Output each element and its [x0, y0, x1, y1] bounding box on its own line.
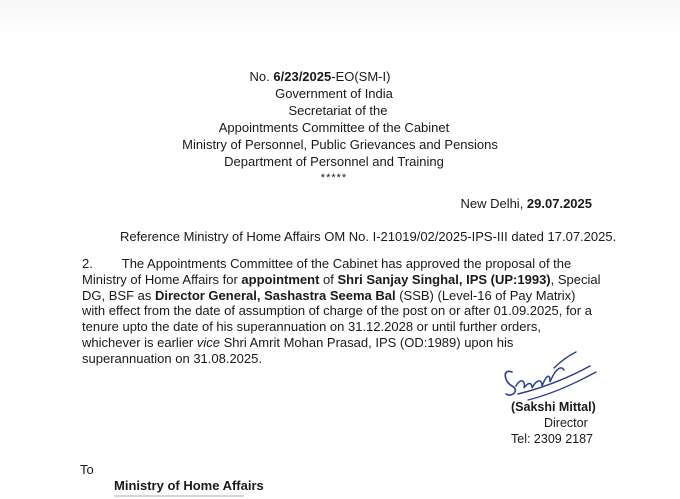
date-place: New Delhi, [460, 196, 527, 211]
signatory-telephone: Tel: 2309 2187 [511, 432, 594, 446]
handwritten-signature [498, 342, 608, 402]
paragraph-bold-1: appointment [241, 271, 320, 287]
paragraph-mid-1: of [319, 271, 338, 287]
stars-divider: ***** [320, 172, 348, 184]
to-label: To [80, 462, 94, 477]
order-number: 6/23/2025 [273, 69, 332, 84]
paragraph-vice: vice [196, 334, 220, 350]
order-suffix: -EO(SM-I) [331, 69, 391, 84]
addressee: Ministry of Home Affairs [114, 478, 264, 493]
order-prefix: No. [249, 69, 274, 84]
ministry-line: Ministry of Personnel, Public Grievances and Pensions [182, 137, 498, 152]
department-line: Department of Personnel and Training [224, 154, 444, 169]
issue-date [460, 196, 592, 211]
paragraph-tail: (SSB) (Level-16 of Pay Matrix) with effect from the date of assumption of charge of the post on or after 01.09.2025, for a tenure upto the date of his superannuation on 31.12.2028 or until further orders, whichever is earlier [82, 287, 592, 350]
paragraph-number: 2. [82, 256, 93, 271]
secretariat-line: Secretariat of the [288, 103, 388, 118]
letterhead [0, 68, 680, 187]
signatory-name: (Sakshi Mittal) [511, 400, 596, 414]
government-line: Government of India [275, 86, 393, 101]
date-value: 29.07.2025 [526, 196, 592, 211]
signatory-designation: Director [544, 416, 588, 430]
appointee-name: Shri Sanjay Singhal, IPS (UP:1993) [337, 271, 551, 287]
paragraph-mid-2: , Special DG, BSF as [82, 271, 601, 303]
reference-line: Reference Ministry of Home Affairs OM No. I-21019/02/2025-IPS-III dated 17.07.2025. [120, 229, 617, 244]
post-title: Director General, Sashastra Seema Bal [154, 287, 396, 303]
paragraph-end: Shri Amrit Mohan Prasad, IPS (OD:1989) upon his superannuation on 31.08.2025. [82, 334, 514, 366]
order-number-line [0, 68, 660, 85]
signatory-block [0, 400, 680, 450]
cut-off-line [114, 493, 264, 499]
committee-line: Appointments Committee of the Cabinet [218, 120, 450, 135]
paragraph-lead: The Appointments Committee of the Cabinet has approved the proposal of the Ministry of Home Affairs for [82, 256, 572, 287]
